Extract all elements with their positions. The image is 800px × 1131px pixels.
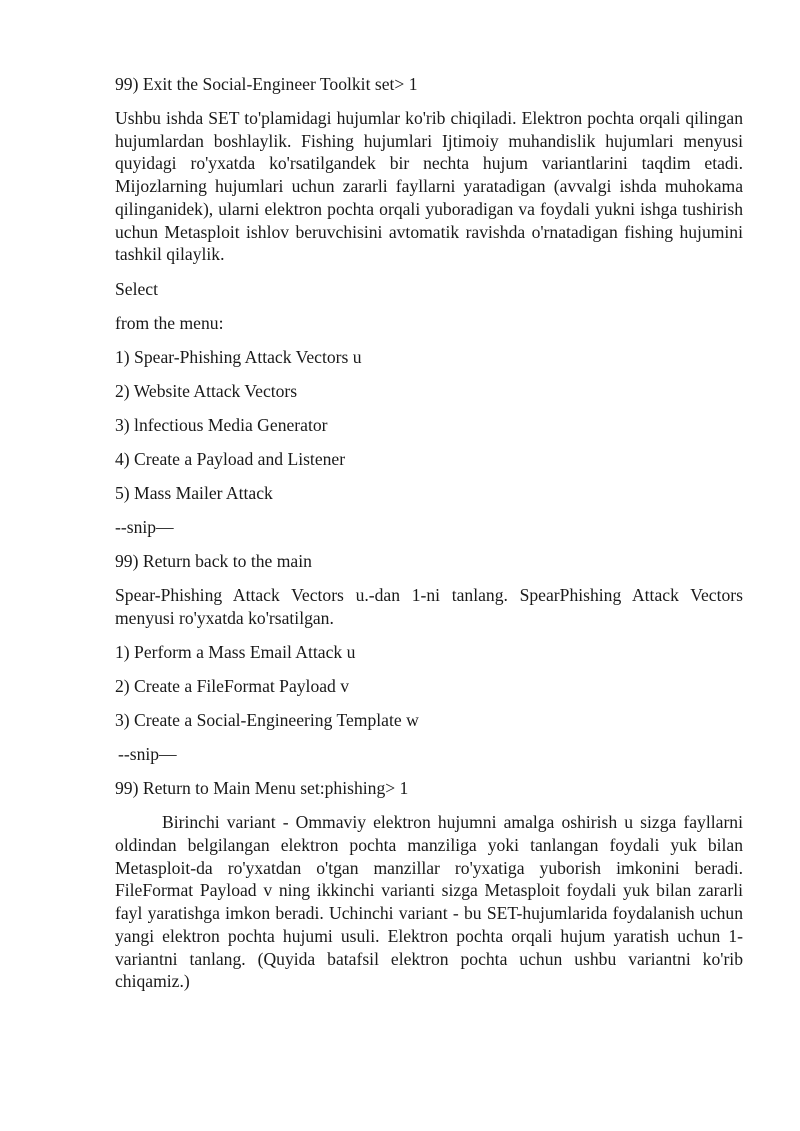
- spear-phishing-paragraph: Spear-Phishing Attack Vectors u.-dan 1-ni tanlang. SpearPhishing Attack Vectors menyusi ro'yxatda ko'rsatilgan.: [115, 584, 743, 628]
- select-line: Select: [115, 278, 158, 299]
- submenu-item-template: 3) Create a Social-Engineering Template w: [115, 710, 419, 731]
- menu-item-spear-phishing: 1) Spear-Phishing Attack Vectors u: [115, 346, 362, 367]
- menu-item-return-main: 99) Return back to the main: [115, 550, 312, 571]
- submenu-item-return: 99) Return to Main Menu set:phishing> 1: [115, 778, 409, 799]
- menu-item-mass-mailer: 5) Mass Mailer Attack: [115, 482, 273, 503]
- options-paragraph: Birinchi variant - Ommaviy elektron hujumni amalga oshirish u sizga fayllarni oldindan belgilangan elektron pochta manziliga yoki tanlangan foydali yuk bilan Metasploit-da ro'yxatdan o'tgan manzillar ro'yxatiga yuborish imkonini beradi. FileFormat Payload v ning ikkinchi varianti sizga Metasploit foydali yuk bilan zararli fayl yaratishga imkon beradi. Uchinchi variant - bu SET-hujumlarida foydalanish uchun yangi elektron pochta hujumi usuli. Elektron pochta orqali hujum yaratish uchun 1-variantni tanlang. (Quyida batafsil elektron pochta uchun ushbu variantni ko'rib chiqamiz.): [115, 812, 743, 992]
- submenu-item-mass-email: 1) Perform a Mass Email Attack u: [115, 642, 356, 663]
- menu-item-infectious-media: 3) lnfectious Media Generator: [115, 414, 328, 435]
- menu-item-payload-listener: 4) Create a Payload and Listener: [115, 448, 346, 469]
- exit-line: 99) Exit the Social-Engineer Toolkit set> 1: [115, 74, 418, 94]
- submenu-item-fileformat: 2) Create a FileFormat Payload v: [115, 676, 350, 697]
- menu-item-website: 2) Website Attack Vectors: [115, 380, 298, 401]
- intro-paragraph: Ushbu ishda SET to'plamidagi hujumlar ko'rib chiqiladi. Elektron pochta orqali qilingan hujumlardan boshlaylik. Fishing hujumlari Ijtimoiy muhandislik hujumlari menyusi quyidagi ro'yxatda ko'rsatilgandek bir nechta hujum variantlarini taqdim etadi. Mijozlarning hujumlari uchun zararli fayllarni yaratadigan (avvalgi ishda muhokama qilinganidek), ularni elektron pochta orqali yuboradigan va foydali yukni ishga tushirish uchun Metasploit ishlov beruvchisini avtomatik ravishda o'rnatadigan fishing hujumini tashkil qilaylik.: [115, 108, 743, 265]
- snip-line: --snip—: [115, 516, 174, 537]
- from-menu-line: from the menu:: [115, 312, 224, 333]
- snip-line-2: --snip—: [118, 744, 177, 765]
